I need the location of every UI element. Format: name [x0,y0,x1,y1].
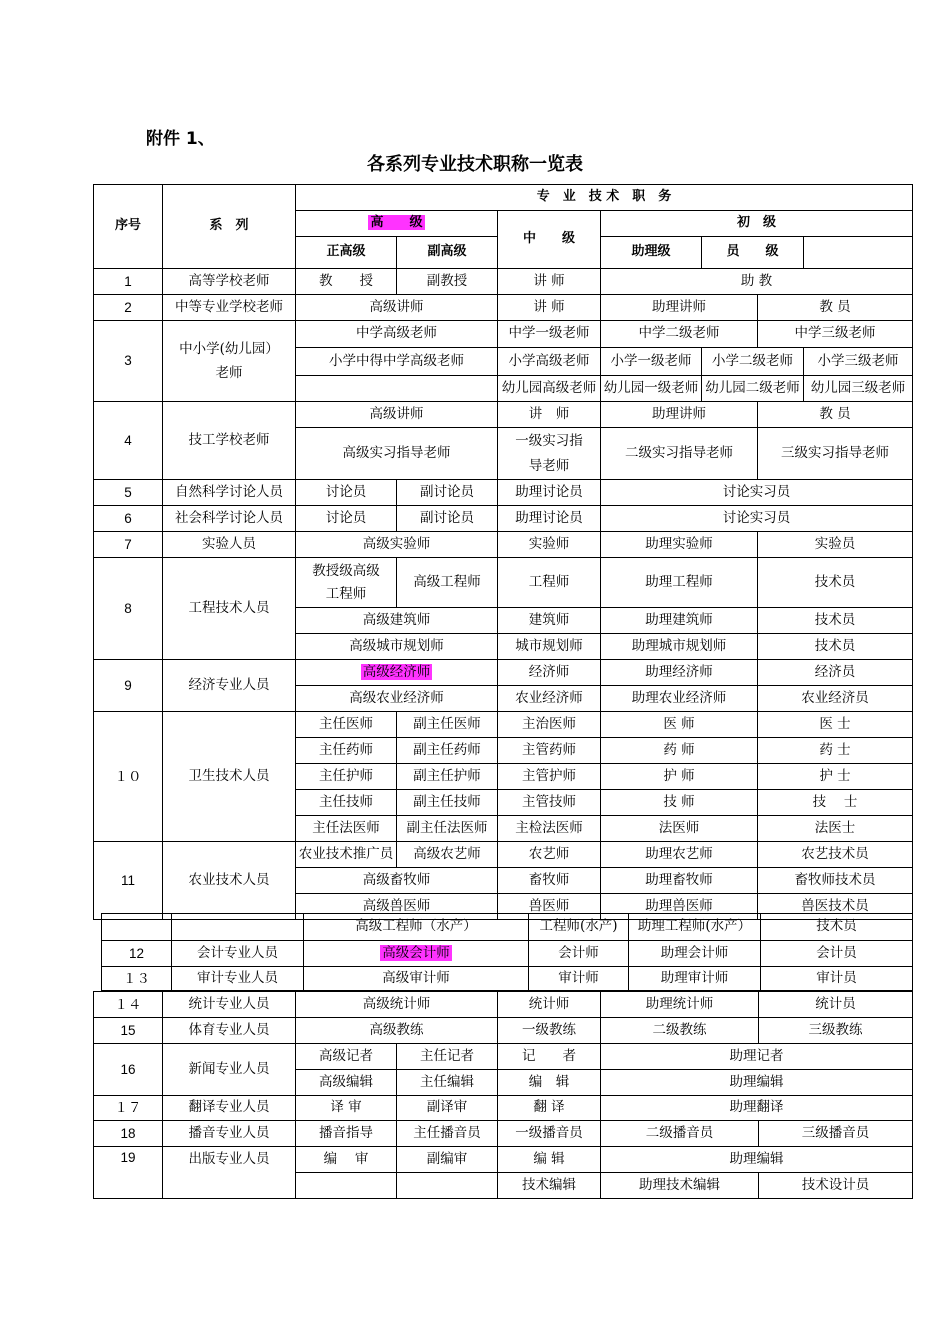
row-number: 4 [94,402,163,480]
cell-deputy-senior: 副教授 [397,269,498,295]
cell-full-senior: 讨论员 [296,506,397,532]
cell-staff: 三级教练 [759,1018,913,1044]
cell-middle: 农艺师 [498,842,601,868]
cell-middle: 工程师(水产) [529,914,629,941]
header-senior: 高 级 [296,211,498,237]
cell-junior-1: 幼儿园一级老师 [601,376,702,402]
cell-full-senior: 农业技术推广员 [296,842,397,868]
table-row [102,941,913,967]
row-number: 1 [94,269,163,295]
table-row [94,558,913,608]
cell-middle: 幼儿园高级老师 [498,376,601,402]
cell-deputy-senior: 副讨论员 [397,506,498,532]
cell-assistant: 药 师 [601,738,758,764]
cell-staff: 农艺技术员 [758,842,913,868]
cell-junior: 助理编辑 [601,1147,913,1173]
row-series: 高等学校老师 [163,269,296,295]
row-number: 6 [94,506,163,532]
cell-junior: 助理记者 [601,1044,913,1070]
cell-middle: 助理讨论员 [498,480,601,506]
cell-assistant: 技 师 [601,790,758,816]
cell-full-senior: 教授级高级工程师 [296,558,397,608]
cell-senior: 高级兽医师 [296,894,498,920]
cell-senior [304,941,529,967]
cell-assistant: 中学二级老师 [601,321,758,348]
row-series: 翻译专业人员 [163,1096,296,1121]
cell-middle: 主检法医师 [498,816,601,842]
cell-senior: 高级城市规划师 [296,634,498,660]
cell-senior: 中学高级老师 [296,321,498,348]
cell-middle: 中学一级老师 [498,321,601,348]
cell-middle: 主管技师 [498,790,601,816]
cell-assistant: 助理工程师 [601,558,758,608]
table-row [102,914,913,941]
cell-assistant: 助理实验师 [601,532,758,558]
table-row [94,506,913,532]
cell-staff: 三级播音员 [759,1121,913,1147]
cell-middle: 一级实习指导老师 [498,428,601,480]
cell-assistant: 助理城市规划师 [601,634,758,660]
cell-deputy-senior: 副主任技师 [397,790,498,816]
cell-middle: 一级教练 [498,1018,601,1044]
cell-senior: 高级讲师 [296,295,498,321]
row-series: 会计专业人员 [172,941,304,967]
row-number: 5 [94,480,163,506]
row-series: 审计专业人员 [172,967,304,991]
row-number: 19 [94,1147,163,1199]
attachment-label: 附件 1、 [146,129,215,149]
cell-staff: 法医士 [758,816,913,842]
cell-full-senior: 主任药师 [296,738,397,764]
table-row [94,1096,913,1121]
row-number: 2 [94,295,163,321]
cell-senior: 高级工程师（水产） [304,914,529,941]
cell-senior: 高级实习指导老师 [296,428,498,480]
cell-deputy-senior: 高级农艺师 [397,842,498,868]
cell-senior: 高级教练 [296,1018,498,1044]
cell-staff: 畜牧师技术员 [758,868,913,894]
cell-middle: 讲 师 [498,295,601,321]
cell-staff: 统计员 [759,992,913,1018]
cell-junior-2: 幼儿园二级老师 [702,376,804,402]
cell-assistant: 助理农业经济师 [601,686,758,712]
row-number-empty [102,914,172,941]
highlighted-text: 高级会计师 [382,944,450,961]
row-series: 体育专业人员 [163,1018,296,1044]
cell-full-senior: 教 授 [296,269,397,295]
row-series: 社会科学讨论人员 [163,506,296,532]
cell-full-senior: 主任护师 [296,764,397,790]
cell-staff: 农业经济员 [758,686,913,712]
cell-full-senior: 高级编辑 [296,1070,397,1096]
cell-staff: 技术员 [761,914,913,941]
cell-middle: 城市规划师 [498,634,601,660]
cell-senior-empty [296,376,498,402]
cell-middle: 实验师 [498,532,601,558]
cell-middle: 兽医师 [498,894,601,920]
cell-staff: 技术员 [758,634,913,660]
table-row [94,321,913,348]
cell-assistant: 助理工程师(水产） [629,914,761,941]
row-number: 12 [102,941,172,967]
row-number: １０ [94,712,163,842]
cell-junior-1: 小学一级老师 [601,348,702,376]
highlighted-text: 高级经济师 [362,663,431,680]
cell-junior: 讨论实习员 [601,480,913,506]
table-row [94,269,913,295]
cell-middle: 统计师 [498,992,601,1018]
table-row [94,992,913,1018]
cell-staff: 医 士 [758,712,913,738]
cell-senior: 高级建筑师 [296,608,498,634]
cell-middle: 会计师 [529,941,629,967]
cell-deputy-senior: 副主任药师 [397,738,498,764]
header-empty [804,237,913,269]
row-series-empty [172,914,304,941]
cell-middle: 技术编辑 [498,1173,601,1199]
row-series: 经济专业人员 [163,660,296,712]
cell-junior-2: 小学二级老师 [702,348,804,376]
header-junior: 初 级 [601,211,913,237]
table-row [94,480,913,506]
row-series: 工程技术人员 [163,558,296,660]
cell-full-senior: 主任法医师 [296,816,397,842]
cell-staff: 技 士 [758,790,913,816]
cell-middle: 畜牧师 [498,868,601,894]
cell-middle: 记 者 [498,1044,601,1070]
cell-staff: 中学三级老师 [758,321,913,348]
row-series: 实验人员 [163,532,296,558]
row-number: 18 [94,1121,163,1147]
header-deputy-senior: 副高级 [397,237,498,269]
cell-full-senior: 讨论员 [296,480,397,506]
cell-senior: 高级农业经济师 [296,686,498,712]
cell-junior: 讨论实习员 [601,506,913,532]
cell-assistant: 助理兽医师 [601,894,758,920]
header-seq: 序号 [94,185,163,269]
cell-middle: 主管药师 [498,738,601,764]
row-series: 卫生技术人员 [163,712,296,842]
cell-staff: 审计员 [761,967,913,991]
row-number: 16 [94,1044,163,1096]
cell-assistant: 二级播音员 [601,1121,759,1147]
row-number: 3 [94,321,163,402]
table-row [94,1044,913,1070]
row-number: １３ [102,967,172,991]
header-duty: 专 业 技 术 职 务 [296,185,913,211]
row-number: 15 [94,1018,163,1044]
cell-full-senior: 主任技师 [296,790,397,816]
table-row [94,1147,913,1173]
cell-staff: 幼儿园三级老师 [804,376,913,402]
row-series: 统计专业人员 [163,992,296,1018]
title-table-shifted [101,913,913,991]
cell-senior: 高级审计师 [304,967,529,991]
cell-staff: 药 士 [758,738,913,764]
cell-middle: 讲 师 [498,269,601,295]
cell-middle: 编 辑 [498,1147,601,1173]
table-row [102,967,913,991]
cell-senior [296,660,498,686]
cell-assistant: 助理建筑师 [601,608,758,634]
row-series: 中小学(幼儿园）老师 [163,321,296,402]
cell-staff: 小学三级老师 [804,348,913,376]
cell-staff: 三级实习指导老师 [758,428,913,480]
row-series: 播音专业人员 [163,1121,296,1147]
cell-senior: 小学中得中学高级老师 [296,348,498,376]
row-number: １７ [94,1096,163,1121]
row-number: 8 [94,558,163,660]
cell-assistant: 助理讲师 [601,295,758,321]
cell-staff: 会计员 [761,941,913,967]
header-full-senior: 正高级 [296,237,397,269]
cell-middle: 建筑师 [498,608,601,634]
header-assistant: 助理级 [601,237,702,269]
cell-staff: 护 士 [758,764,913,790]
cell-staff: 教 员 [758,402,913,428]
cell-staff: 技术员 [758,558,913,608]
cell-assistant: 助理审计师 [629,967,761,991]
cell-assistant: 二级实习指导老师 [601,428,758,480]
cell-deputy-senior: 副主任法医师 [397,816,498,842]
table-row [94,712,913,738]
cell-senior: 高级实验师 [296,532,498,558]
cell-junior: 助理编辑 [601,1070,913,1096]
cell-middle: 主治医师 [498,712,601,738]
cell-deputy-senior: 主任编辑 [397,1070,498,1096]
cell-assistant: 助理技术编辑 [601,1173,759,1199]
cell-deputy-senior: 副译审 [397,1096,498,1121]
cell-junior: 助 教 [601,269,913,295]
cell-full-senior: 播音指导 [296,1121,397,1147]
cell-assistant: 助理农艺师 [601,842,758,868]
table-row [94,660,913,686]
cell-assistant: 助理经济师 [601,660,758,686]
cell-deputy-senior: 主任播音员 [397,1121,498,1147]
row-series: 农业技术人员 [163,842,296,920]
row-number: 7 [94,532,163,558]
cell-assistant: 法医师 [601,816,758,842]
title-table-main [93,184,913,920]
cell-deputy-senior: 副编审 [397,1147,498,1173]
cell-middle: 编 辑 [498,1070,601,1096]
cell-staff: 教 员 [758,295,913,321]
cell-deputy-senior: 主任记者 [397,1044,498,1070]
cell-staff: 兽医技术员 [758,894,913,920]
cell-deputy-senior: 高级工程师 [397,558,498,608]
cell-deputy-senior: 副主任医师 [397,712,498,738]
table-row [94,402,913,428]
cell-senior: 高级统计师 [296,992,498,1018]
cell-senior: 高级讲师 [296,402,498,428]
cell-deputy-senior-empty [397,1173,498,1199]
cell-staff: 实验员 [758,532,913,558]
row-series: 自然科学讨论人员 [163,480,296,506]
cell-assistant: 二级教练 [601,1018,759,1044]
row-series: 技工学校老师 [163,402,296,480]
cell-senior: 高级畜牧师 [296,868,498,894]
cell-middle: 主管护师 [498,764,601,790]
cell-staff: 技术设计员 [759,1173,913,1199]
cell-assistant: 医 师 [601,712,758,738]
row-number: 11 [94,842,163,920]
table-row [94,1121,913,1147]
row-number: 9 [94,660,163,712]
cell-middle: 审计师 [529,967,629,991]
cell-full-senior: 主任医师 [296,712,397,738]
cell-full-senior: 高级记者 [296,1044,397,1070]
header-staff: 员 级 [702,237,804,269]
cell-middle: 一级播音员 [498,1121,601,1147]
cell-staff: 技术员 [758,608,913,634]
cell-middle: 农业经济师 [498,686,601,712]
table-row [94,842,913,868]
cell-middle: 助理讨论员 [498,506,601,532]
table-row [94,295,913,321]
cell-full-senior-empty [296,1173,397,1199]
row-series: 新闻专业人员 [163,1044,296,1096]
header-series: 系 列 [163,185,296,269]
cell-assistant: 护 师 [601,764,758,790]
cell-assistant: 助理讲师 [601,402,758,428]
cell-junior: 助理翻译 [601,1096,913,1121]
row-series: 出版专业人员 [163,1147,296,1199]
cell-full-senior: 编 审 [296,1147,397,1173]
cell-middle: 小学高级老师 [498,348,601,376]
page-title: 各系列专业技术职称一览表 [367,154,583,175]
cell-middle: 经济师 [498,660,601,686]
table-row [94,1018,913,1044]
cell-middle: 翻 译 [498,1096,601,1121]
cell-deputy-senior: 副主任护师 [397,764,498,790]
cell-assistant: 助理畜牧师 [601,868,758,894]
cell-staff: 经济员 [758,660,913,686]
cell-middle: 讲 师 [498,402,601,428]
row-series: 中等专业学校老师 [163,295,296,321]
table-row [94,532,913,558]
cell-assistant: 助理统计师 [601,992,759,1018]
cell-deputy-senior: 副讨论员 [397,480,498,506]
title-table-bottom [93,991,913,1199]
cell-assistant: 助理会计师 [629,941,761,967]
cell-full-senior: 译 审 [296,1096,397,1121]
row-number: １４ [94,992,163,1018]
header-middle: 中 级 [498,211,601,269]
cell-middle: 工程师 [498,558,601,608]
